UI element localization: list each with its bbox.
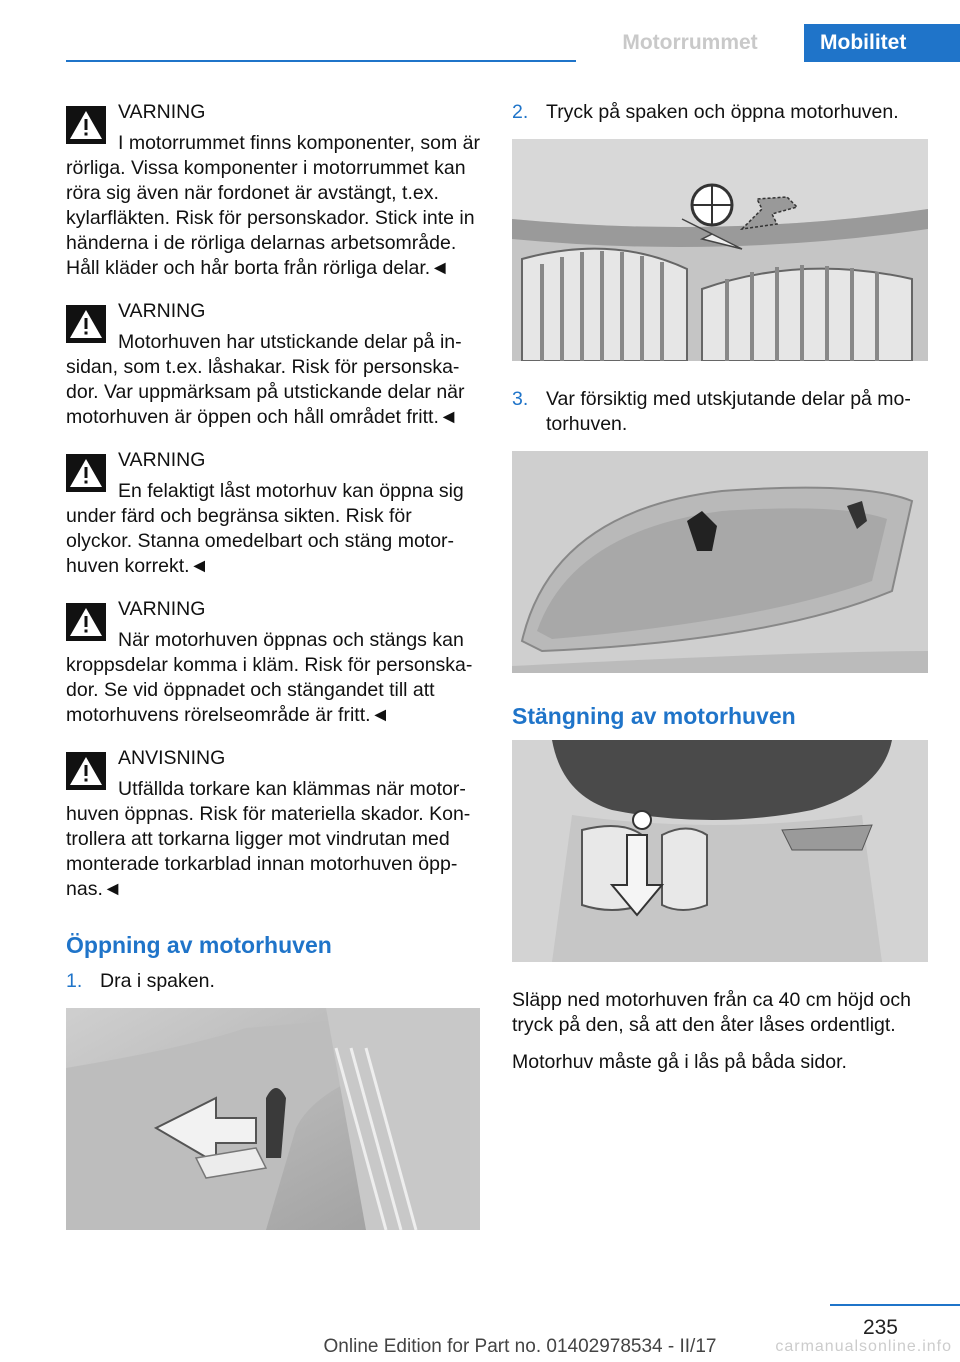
step-number: 2.	[512, 101, 529, 123]
notice-block	[66, 746, 480, 902]
tab-motorrummet[interactable]: Motorrummet	[576, 24, 804, 62]
step-number: 3.	[512, 388, 529, 410]
warning-block	[66, 448, 480, 579]
page-number: 235	[862, 1316, 898, 1339]
watermark: carmanualsonline.info	[775, 1338, 952, 1355]
footer-divider	[830, 1304, 960, 1306]
image-hood-underside	[512, 451, 928, 673]
warning-block	[66, 597, 480, 728]
warning-text: När motorhuven öppnas och stängs kan kroppsdelar komma i kläm. Risk för personska- dor. Se vid öppnadet och stängandet till att motorhuvens rörelseområde är fritt.◄	[66, 629, 473, 726]
warning-triangle-icon	[66, 752, 106, 790]
warning-block	[66, 100, 480, 281]
footer-edition: Online Edition for Part no. 01402978534 - II/17	[323, 1336, 717, 1357]
warning-triangle-icon	[66, 603, 106, 641]
image-hood-latch-push	[512, 139, 928, 361]
warning-triangle-icon	[66, 305, 106, 343]
left-column	[66, 100, 480, 1256]
warning-block	[66, 299, 480, 430]
warning-text: I motorrummet finns komponenter, som är rörliga. Vissa komponenter i motorrummet kan röra sig även när fordonet är avstängt, t.ex. kylarfläkten. Risk för personskador. Stick inte in händerna i de rörliga delarnas arbetsområde. Håll kläder och hår borta från rörliga delar.◄	[66, 132, 480, 279]
section-title-open-hood: Öppning av motorhuven	[66, 932, 332, 958]
step-text: Var försiktig med utskjutande delar på mo- torhuven.	[546, 388, 911, 435]
section-title-close-hood: Stängning av motorhuven	[512, 703, 796, 729]
warning-label: VARNING	[118, 101, 206, 123]
warning-label: VARNING	[118, 449, 206, 471]
warning-label: VARNING	[118, 598, 206, 620]
warning-text: Motorhuven har utstickande delar på in- sidan, som t.ex. låshakar. Risk för personska- dor. Var uppmärksam på utstickande delar när motorhuven är öppen och håll området fritt.◄	[66, 331, 465, 428]
tab-mobilitet[interactable]: Mobilitet	[804, 24, 960, 62]
warning-triangle-icon	[66, 106, 106, 144]
warning-label: VARNING	[118, 300, 206, 322]
right-column	[512, 100, 928, 1087]
step-item	[512, 100, 928, 125]
step-text: Tryck på spaken och öppna motorhuven.	[546, 101, 899, 123]
image-hood-closing	[512, 740, 928, 962]
step-item	[512, 387, 928, 437]
notice-text: Utfällda torkare kan klämmas när motor- huven öppnas. Risk för materiella skador. Kon- trollera att torkarna ligger mot vindrutan med monterade torkarblad innan motorhuven öpp- nas.◄	[66, 778, 471, 900]
step-item	[66, 969, 480, 994]
page-header	[66, 24, 960, 62]
warning-text: En felaktigt låst motorhuv kan öppna sig under färd och begränsa sikten. Risk för olyckor. Stanna omedelbart och stäng motor- huven korrekt.◄	[66, 480, 464, 577]
close-note-text: Motorhuv måste gå i lås på båda sidor.	[512, 1051, 847, 1073]
close-instruction-text: Släpp ned motorhuven från ca 40 cm höjd och tryck på den, så att den åter låses ordentligt.	[512, 989, 911, 1036]
notice-label: ANVISNING	[118, 747, 226, 769]
step-text: Dra i spaken.	[100, 970, 215, 992]
step-number: 1.	[66, 970, 83, 992]
image-hood-release-lever	[66, 1008, 480, 1230]
warning-triangle-icon	[66, 454, 106, 492]
